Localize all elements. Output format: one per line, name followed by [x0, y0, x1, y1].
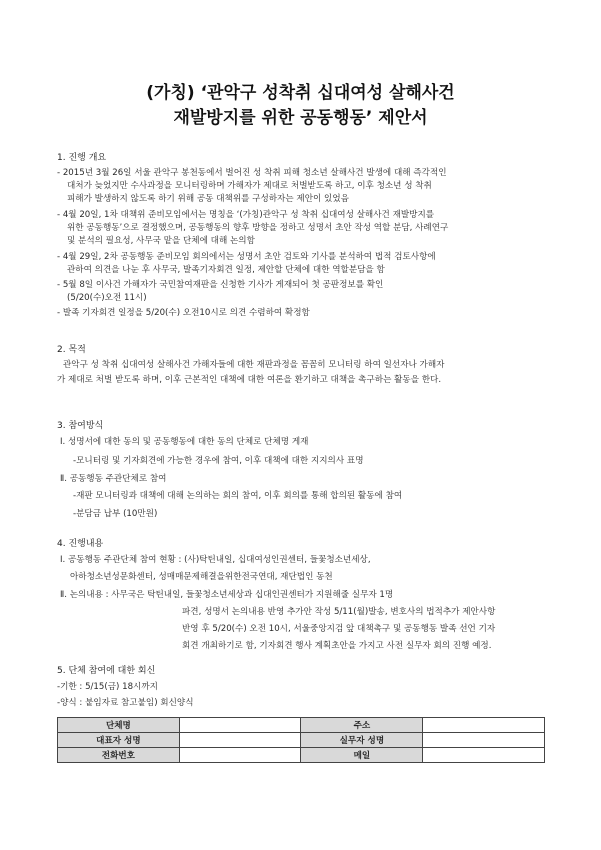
- section-5-heading: 5. 단체 참여에 대한 회신: [57, 666, 156, 676]
- section-2-line: 가 제대로 처벌 받도록 하며, 이후 근본적인 대책에 대한 여론을 환기하고 대책을 촉구하는 활동을 한다.: [57, 375, 442, 385]
- email-field[interactable]: [423, 748, 545, 763]
- representative-name-field[interactable]: [179, 733, 301, 748]
- section-2-line: 관악구 성 착취 십대여성 살해사건 가해자들에 대한 재판과정을 꼼꼼히 모니터링 하여 일선자나 가해자: [63, 360, 445, 370]
- org-name-field[interactable]: [179, 718, 301, 733]
- section-4-line: 회견 개최하기로 함, 기자회견 행사 계획초안을 가지고 사전 실무자 회의 진행 예정.: [182, 641, 492, 651]
- section-4-line: 아하청소년성문화센터, 성매매문제해결을위한전국연대, 재단법인 동천: [70, 572, 333, 582]
- staff-name-field[interactable]: [423, 733, 545, 748]
- section-3-line: -모니터링 및 기자회견에 가능한 경우에 참여, 이후 대책에 대한 지지의사 표명: [73, 456, 364, 466]
- table-row: [58, 718, 545, 733]
- section-3-line: -분담금 납부 (10만원): [73, 509, 158, 519]
- phone-label: 전화번호: [58, 748, 180, 763]
- section-1-line: - 4월 29일, 2차 공동행동 준비모임 회의에서는 성명서 초안 검토와 기사를 분석하여 법적 검토사항에: [57, 252, 436, 262]
- reply-form-table: [57, 717, 545, 763]
- section-1-line: - 2015년 3월 26일 서울 관악구 봉천동에서 벌어진 성 착취 피해 청소년 살해사건 발생에 대해 즉각적인: [57, 168, 447, 178]
- section-1-line: (5/20(수)오전 11시): [67, 293, 147, 303]
- section-2-heading: 2. 목적: [57, 345, 86, 355]
- section-5-line: -기한 : 5/15(금) 18시까지: [57, 682, 158, 692]
- address-field[interactable]: [423, 718, 545, 733]
- table-row: [58, 733, 545, 748]
- section-1-line: - 발족 기자회견 일정을 5/20(수) 오전10시로 의견 수렴하여 확정함: [57, 308, 310, 318]
- staff-name-label: 실무자 성명: [301, 733, 423, 748]
- section-4-line: 파견, 성명서 논의내용 반영 추가안 작성 5/11(월)발송, 변호사의 법적추가 제안사항: [182, 607, 496, 617]
- section-4-line: Ⅰ. 공동행동 주관단체 참여 현황 : (사)탁틴내일, 십대여성인권센터, 들꽃청소년세상,: [60, 555, 371, 565]
- address-label: 주소: [301, 718, 423, 733]
- document-title-line-2: 재발방지를 위한 공동행동’ 제안서: [173, 108, 428, 128]
- email-label: 메일: [301, 748, 423, 763]
- section-1-line: - 4월 20일, 1차 대책위 준비모임에서는 명칭을 ‘(가칭)관악구 성 착취 십대여성 살해사건 재발방지를: [57, 210, 435, 220]
- phone-field[interactable]: [179, 748, 301, 763]
- section-1-line: 위한 공동행동’으로 결정했으며, 공동행동의 향후 방향을 정하고 성명서 초안 작성 역할 분담, 사례연구: [67, 223, 449, 233]
- section-1-line: - 5월 8일 이사건 가해자가 국민참여재판을 신청한 기사가 게재되어 첫 공판정보를 확인: [57, 280, 384, 290]
- section-1-line: 피해가 발생하지 않도록 하기 위해 공동 대책위를 구성하자는 제안이 있었음: [67, 194, 349, 204]
- section-3-heading: 3. 참여방식: [57, 421, 104, 431]
- section-4-line: 반영 후 5/20(수) 오전 10시, 서울중앙지검 앞 대책촉구 및 공동행동 발족 선언 기자: [182, 624, 496, 634]
- representative-name-label: 대표자 성명: [58, 733, 180, 748]
- section-1-line: 및 분석의 필요성, 사무국 맡을 단체에 대해 논의함: [67, 236, 255, 246]
- table-row: [58, 748, 545, 763]
- section-5-line: -양식 : 붙임자료 참고붙임) 회신양식: [57, 698, 194, 708]
- section-1-heading: 1. 진행 개요: [57, 153, 107, 163]
- org-name-label: 단체명: [58, 718, 180, 733]
- document-title-line-1: (가칭) ‘관악구 성착취 십대여성 살해사건: [146, 83, 455, 103]
- section-4-heading: 4. 진행내용: [57, 539, 104, 549]
- section-4-line: Ⅱ. 논의내용 : 사무국은 탁틴내일, 들꽃청소년세상과 십대인권센터가 지원해줄 실무자 1명: [60, 590, 394, 600]
- section-3-line: Ⅱ. 공동행동 주관단체로 참여: [60, 474, 167, 484]
- section-3-line: -재판 모니터링과 대책에 대해 논의하는 회의 참여, 이후 회의를 통해 합의된 활동에 참여: [73, 491, 403, 501]
- section-1-line: 관하여 의견을 나눈 후 사무국, 발족기자회견 일정, 제안할 단체에 대한 역할분담을 함: [67, 265, 385, 275]
- section-3-line: Ⅰ. 성명서에 대한 동의 및 공동행동에 대한 동의 단체로 단체명 게재: [60, 437, 309, 447]
- section-1-line: 대처가 늦었지만 수사과정을 모니터링하며 가해자가 제대로 처벌받도록 하고, 이후 청소년 성 착취: [67, 181, 432, 191]
